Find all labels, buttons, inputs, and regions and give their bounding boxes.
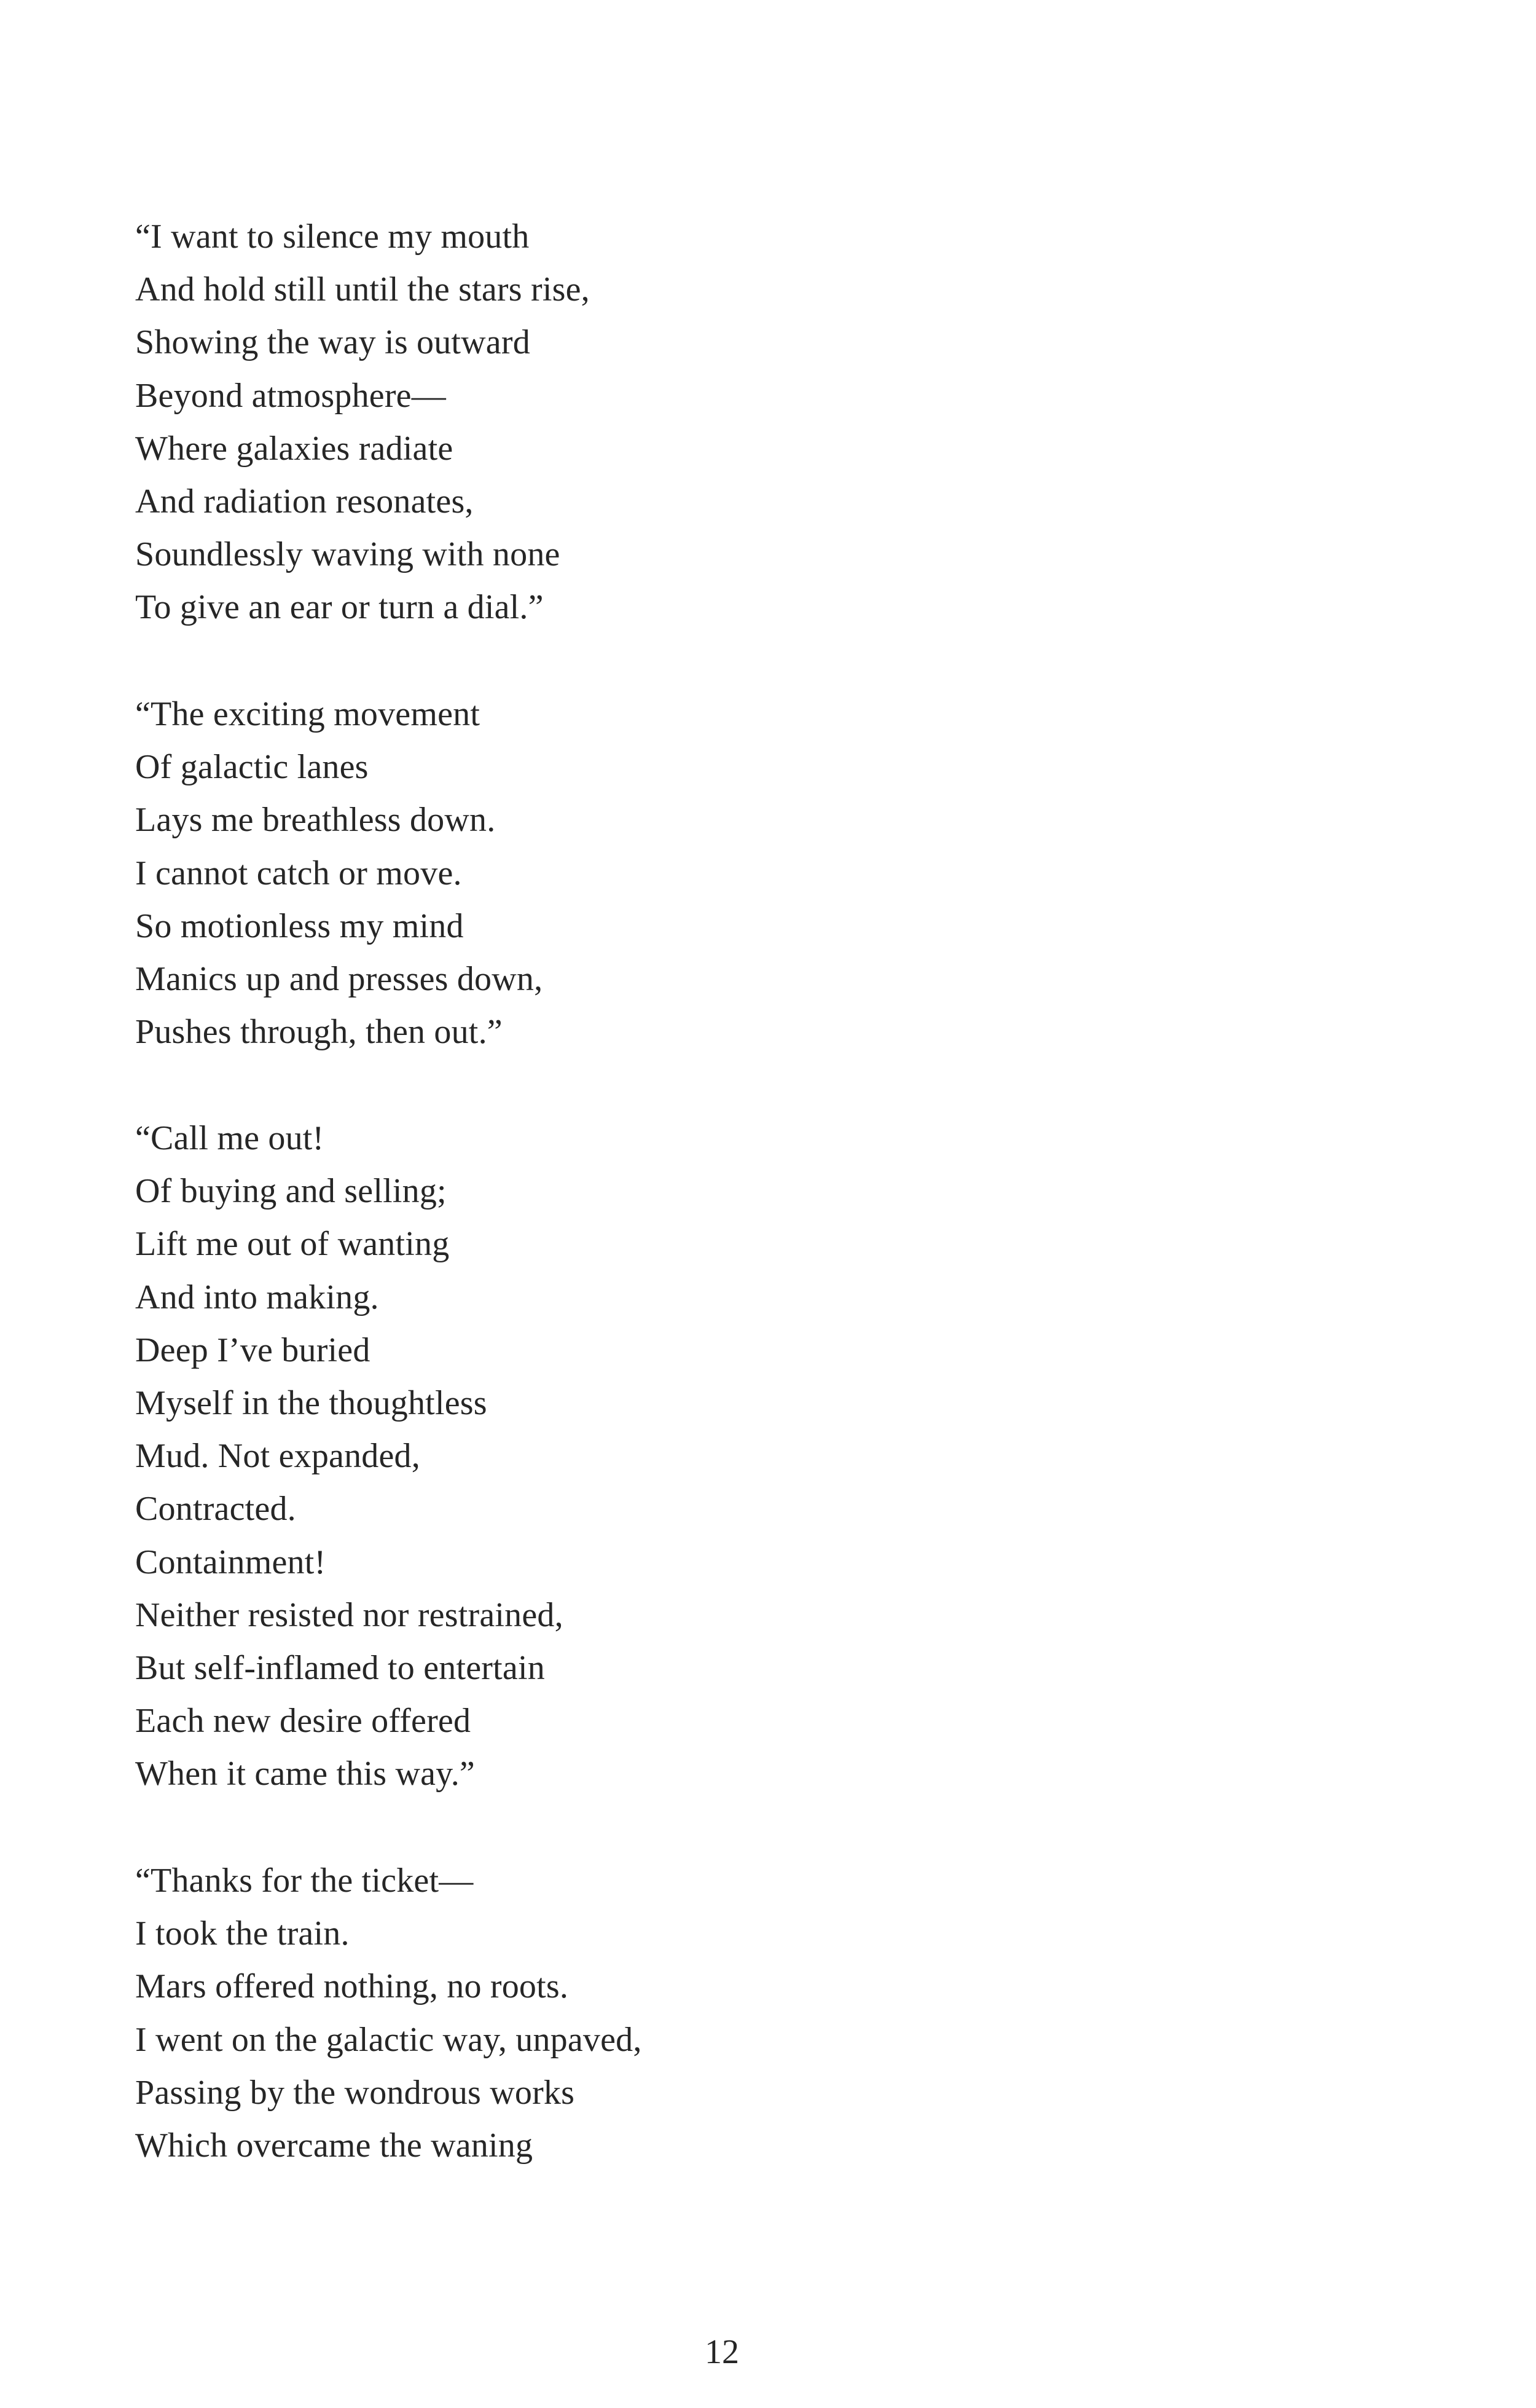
poem-line: “I want to silence my mouth bbox=[135, 218, 530, 256]
poem-line: Passing by the wondrous works bbox=[135, 2073, 575, 2112]
poem-line: Showing the way is outward bbox=[135, 323, 530, 362]
poem-line: Of buying and selling; bbox=[135, 1172, 447, 1211]
poem-line: To give an ear or turn a dial.” bbox=[135, 588, 544, 627]
poem-line: Pushes through, then out.” bbox=[135, 1013, 503, 1052]
poem-line: Mud. Not expanded, bbox=[135, 1437, 420, 1476]
poem-line: But self-inflamed to entertain bbox=[135, 1648, 545, 1687]
poem-line: Where galaxies radiate bbox=[135, 429, 453, 468]
stanza bbox=[135, 210, 995, 634]
stanza bbox=[135, 1112, 995, 1800]
poem-line: So motionless my mind bbox=[135, 907, 464, 945]
poem-line: And into making. bbox=[135, 1278, 379, 1316]
poem-line: Lays me breathless down. bbox=[135, 801, 496, 840]
poem-line: I went on the galactic way, unpaved, bbox=[135, 2020, 642, 2059]
poem-line: Deep I’ve buried bbox=[135, 1331, 370, 1369]
poem-line: Which overcame the waning bbox=[135, 2126, 533, 2165]
stanza bbox=[135, 688, 995, 1058]
poem-line: Each new desire offered bbox=[135, 1702, 471, 1741]
poem-line: And hold still until the stars rise, bbox=[135, 270, 590, 309]
poem-line: Neither resisted nor restrained, bbox=[135, 1595, 563, 1634]
stanza bbox=[135, 1854, 995, 2172]
poem-line: Containment! bbox=[135, 1543, 326, 1581]
poem-line: “Call me out! bbox=[135, 1119, 324, 1157]
poem-line: Of galactic lanes bbox=[135, 748, 369, 787]
poem-line: And radiation resonates, bbox=[135, 482, 474, 521]
poem-line: Manics up and presses down, bbox=[135, 959, 543, 998]
poem-line: Beyond atmosphere— bbox=[135, 376, 446, 415]
poem-line: I took the train. bbox=[135, 1914, 350, 1953]
poem-line: Mars offered nothing, no roots. bbox=[135, 1967, 569, 2006]
poem-line: Soundlessly waving with none bbox=[135, 535, 560, 574]
poem-line: Lift me out of wanting bbox=[135, 1225, 450, 1264]
poem-line: Contracted. bbox=[135, 1490, 296, 1529]
poem-line: Myself in the thoughtless bbox=[135, 1383, 487, 1422]
poem-line: I cannot catch or move. bbox=[135, 854, 462, 892]
poem-line: “The exciting movement bbox=[135, 695, 480, 733]
poem-line: “Thanks for the ticket— bbox=[135, 1862, 474, 1900]
page-number: 12 bbox=[705, 2333, 739, 2371]
poem-line: When it came this way.” bbox=[135, 1755, 475, 1793]
